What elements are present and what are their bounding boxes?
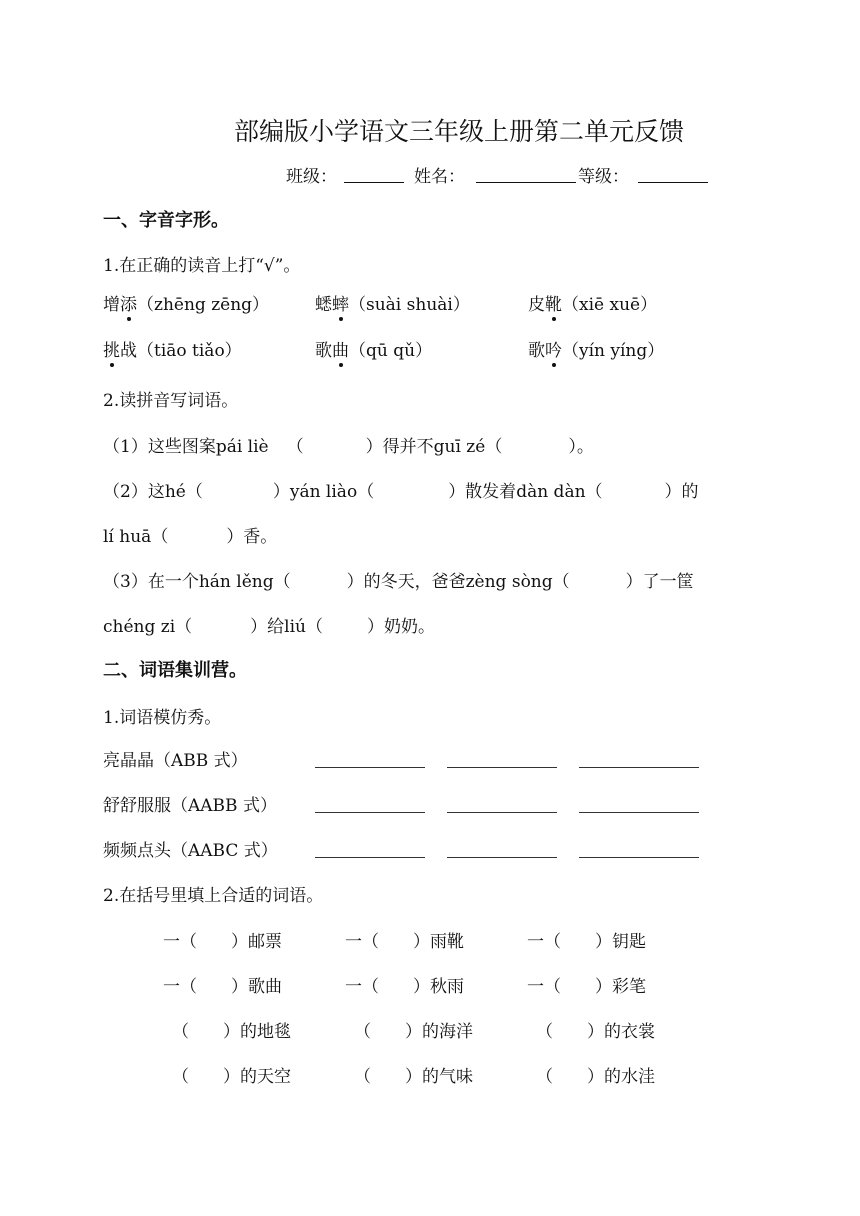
fill-item[interactable]: 一（ ）歌曲 <box>163 977 282 997</box>
dot-char: 吟 <box>545 336 562 361</box>
fill-item[interactable]: 一（ ）秋雨 <box>345 977 464 997</box>
pinyin-options[interactable]: （tiāo tiǎo） <box>137 341 242 361</box>
grade-label: 等级： <box>578 167 629 187</box>
pron-item: 增添（zhēng zēng） <box>103 290 269 315</box>
dot-char: 曲 <box>332 336 349 361</box>
pinyin-options[interactable]: （xiē xuē） <box>562 295 658 315</box>
pattern-blank[interactable] <box>315 812 425 813</box>
pattern-blank[interactable] <box>447 767 557 768</box>
dot-char: 靴 <box>545 290 562 315</box>
pattern-blank[interactable] <box>447 812 557 813</box>
section-1-heading: 一、字音字形。 <box>103 210 229 231</box>
question-2-2: 2.在括号里填上合适的词语。 <box>103 886 324 906</box>
pattern-blank[interactable] <box>447 857 557 858</box>
class-field[interactable] <box>344 182 404 183</box>
pron-item: 蟋蟀（suài shuài） <box>315 290 470 315</box>
pattern-blank[interactable] <box>315 767 425 768</box>
fill-item[interactable]: （ ）的气味 <box>354 1067 473 1087</box>
pinyin-line-2: （2）这hé（ ）yán liào（ ）散发着dàn dàn（ ）的 <box>103 482 699 502</box>
pattern-row-label: 亮晶晶（ABB 式） <box>103 751 248 771</box>
pron-item: 歌曲（qū qǔ） <box>315 336 432 361</box>
pinyin-options[interactable]: （qū qǔ） <box>349 341 433 361</box>
dot-char: 挑 <box>103 336 120 361</box>
pinyin-line-1: （1）这些图案pái liè （ ）得并不guī zé（ ）。 <box>103 437 594 457</box>
pinyin-line-3: lí huā（ ）香。 <box>103 527 278 547</box>
pattern-blank[interactable] <box>579 857 699 858</box>
question-1-1: 1.在正确的读音上打“√”。 <box>103 256 301 276</box>
fill-item[interactable]: （ ）的衣裳 <box>536 1022 655 1042</box>
dot-char: 添 <box>120 290 137 315</box>
fill-item[interactable]: 一（ ）邮票 <box>163 932 282 952</box>
pron-item: 歌吟（yín yíng） <box>528 336 664 361</box>
fill-item[interactable]: 一（ ）彩笔 <box>527 977 646 997</box>
fill-item[interactable]: （ ）的地毯 <box>172 1022 291 1042</box>
pron-item: 皮靴（xiē xuē） <box>528 290 657 315</box>
question-2-1: 1.词语模仿秀。 <box>103 708 222 728</box>
fill-item[interactable]: 一（ ）雨靴 <box>345 932 464 952</box>
pattern-row-label: 频频点头（AABC 式） <box>103 841 278 861</box>
pinyin-options[interactable]: （zhēng zēng） <box>137 295 270 315</box>
section-2-heading: 二、词语集训营。 <box>103 660 247 681</box>
fill-item[interactable]: 一（ ）钥匙 <box>527 932 646 952</box>
pattern-row-label: 舒舒服服（AABB 式） <box>103 796 277 816</box>
dot-char: 蟀 <box>332 290 349 315</box>
pinyin-options[interactable]: （yín yíng） <box>562 341 665 361</box>
question-1-2: 2.读拼音写词语。 <box>103 391 239 411</box>
pinyin-options[interactable]: （suài shuài） <box>349 295 470 315</box>
fill-item[interactable]: （ ）的天空 <box>172 1067 291 1087</box>
grade-field[interactable] <box>638 182 708 183</box>
fill-item[interactable]: （ ）的海洋 <box>354 1022 473 1042</box>
pron-item: 挑战（tiāo tiǎo） <box>103 336 242 361</box>
name-field[interactable] <box>476 182 576 183</box>
fill-item[interactable]: （ ）的水洼 <box>536 1067 655 1087</box>
class-label: 班级： <box>286 167 337 187</box>
pinyin-line-5: chéng zi（ ）给liú（ ）奶奶。 <box>103 617 435 637</box>
pinyin-line-4: （3）在一个hán lěng（ ）的冬天，爸爸zèng sòng（ ）了一筐 <box>103 572 694 592</box>
pattern-blank[interactable] <box>579 812 699 813</box>
name-label: 姓名： <box>414 167 465 187</box>
page-title: 部编版小学语文三年级上册第二单元反馈 <box>234 117 685 146</box>
pattern-blank[interactable] <box>315 857 425 858</box>
pattern-blank[interactable] <box>579 767 699 768</box>
